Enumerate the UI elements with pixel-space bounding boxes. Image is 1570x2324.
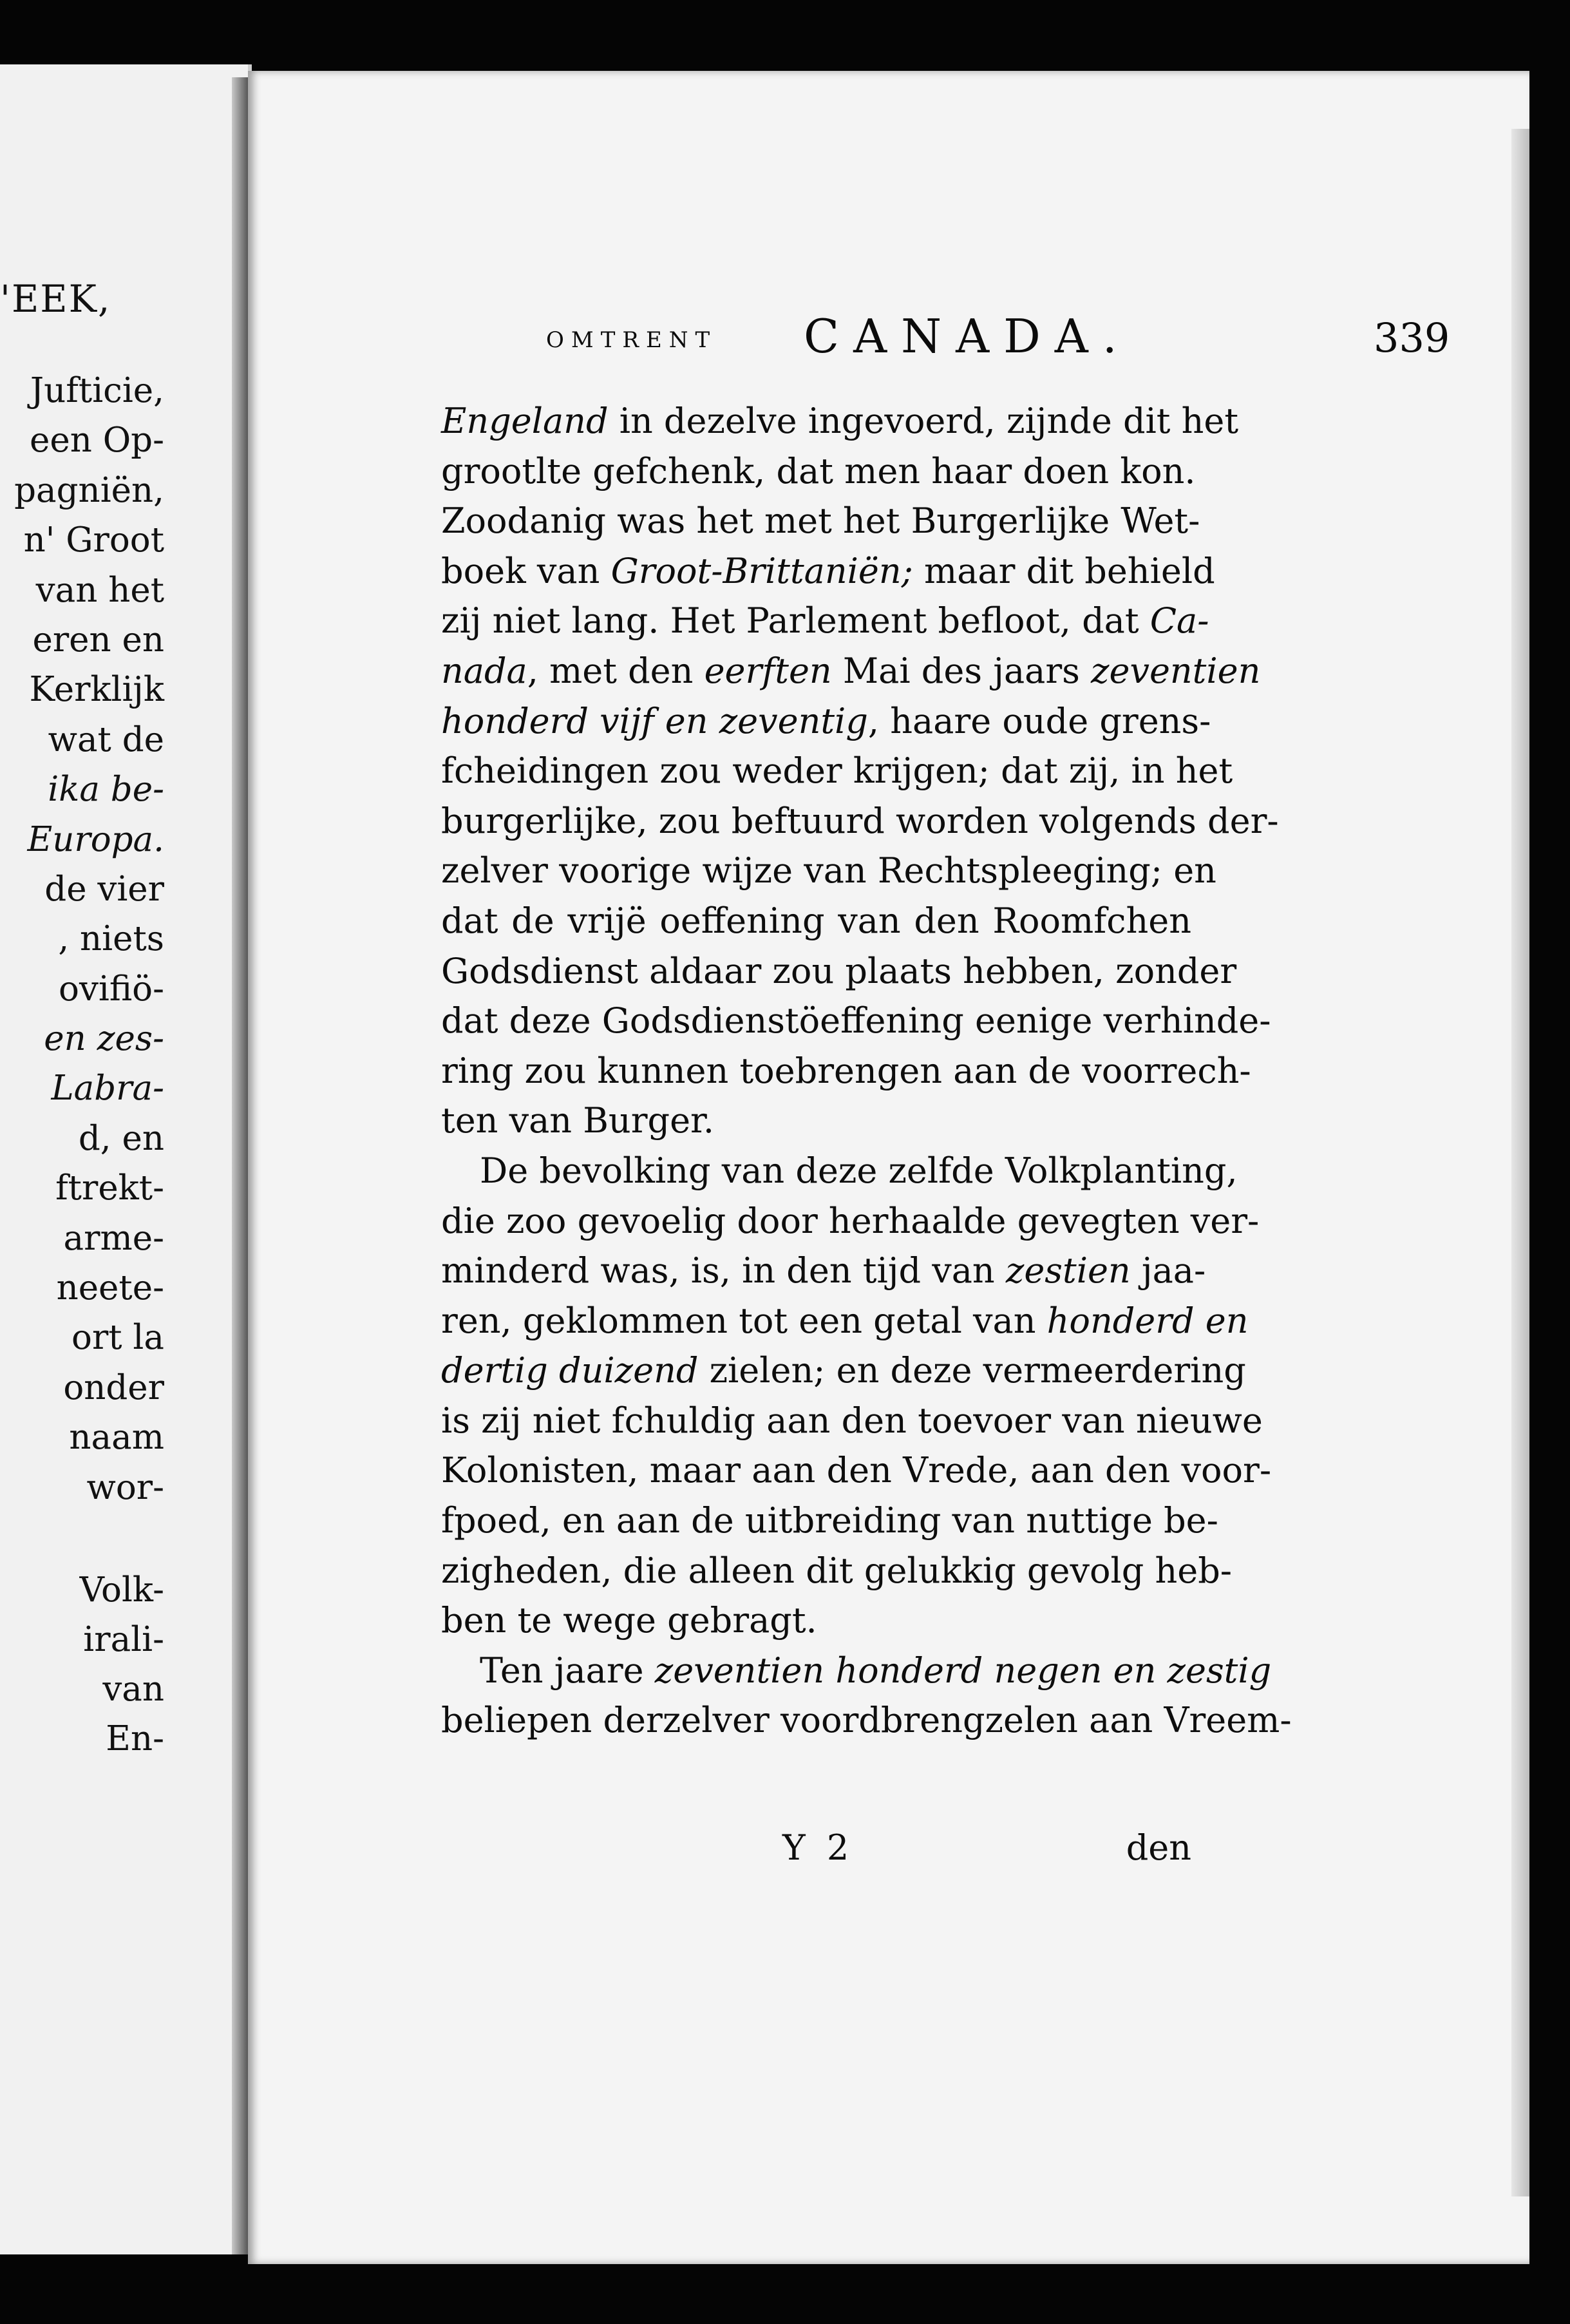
facing-page-lines [14, 366, 164, 1512]
catchword: den [1126, 1827, 1191, 1868]
italic-text: honderd vijf en zeventig [441, 700, 868, 741]
facing-page-line: van [102, 1670, 164, 1709]
facing-page-line: n' Groot [23, 520, 164, 560]
italic-text: zestien [1005, 1250, 1131, 1291]
italic-text: Ca- [1149, 600, 1209, 642]
text-line [441, 946, 1237, 996]
text-segment: zelver voorige wijze van Rechtspleeging; en [441, 850, 1216, 891]
facing-page-running-head: 'EEK, [0, 277, 111, 321]
facing-page-line: irali- [83, 1620, 164, 1659]
facing-page-line: Europa. [27, 819, 164, 859]
text-line [441, 996, 1271, 1046]
text-line [441, 496, 1200, 546]
facing-page-line: Jufticie, [30, 371, 164, 410]
text-segment: De bevolking van deze zelfde Volkplanting, [480, 1150, 1238, 1191]
facing-page-line: de vier [44, 869, 164, 909]
text-segment: Mai des jaars [831, 650, 1092, 691]
body-text [441, 396, 1292, 1746]
text-line [441, 396, 1239, 446]
facing-page-line: neete- [56, 1268, 164, 1308]
text-segment: burgerlijke, zou beftuurd worden volgends der- [441, 800, 1279, 841]
text-segment: ren, geklommen tot een getal van [441, 1300, 1047, 1341]
text-segment: zij niet lang. Het Parlement befloot, dat [441, 600, 1150, 642]
facing-page-line: onder [63, 1367, 164, 1407]
facing-page-line: , niets [58, 919, 164, 959]
text-line [441, 1246, 1206, 1296]
text-line [441, 896, 1191, 946]
text-segment: Zoodanig was het met het Burgerlijke Wet- [441, 500, 1200, 542]
facing-page-line: ftrekt- [55, 1168, 164, 1208]
text-segment: minderd was, is, in den tijd van [441, 1250, 1006, 1291]
facing-page-lines-bottom [80, 1565, 164, 1764]
text-line [441, 1546, 1233, 1596]
running-head [546, 309, 1448, 374]
text-line [441, 1595, 1191, 1646]
text-line [441, 1196, 1260, 1246]
facing-page-line: pagniën, [14, 470, 164, 510]
italic-text: zeventien [1091, 650, 1261, 691]
facing-page-line: arme- [63, 1218, 164, 1258]
text-segment: is zij niet fchuldig aan den toevoer van nieuwe [441, 1400, 1263, 1441]
text-segment: ben te wege gebragt. [441, 1600, 817, 1641]
italic-text: zeventien honderd negen en zestig [654, 1650, 1272, 1691]
text-segment: maar dit behield [913, 550, 1215, 591]
text-line [441, 1296, 1249, 1346]
text-segment: beliepen derzelver voordbrengzelen aan Vreem- [441, 1700, 1292, 1741]
text-segment: fpoed, en aan de uitbreiding van nuttige be- [441, 1500, 1218, 1541]
page-footer [441, 1827, 1191, 1879]
page-number: 339 [1374, 314, 1450, 361]
text-segment: boek van [441, 550, 611, 591]
facing-page-left [0, 64, 252, 2254]
text-line [441, 1146, 1238, 1196]
italic-text: Groot-Brittaniën; [610, 550, 913, 591]
text-segment: jaa- [1130, 1250, 1206, 1291]
facing-page-line: wor- [86, 1467, 164, 1507]
facing-page-line: En- [106, 1719, 164, 1758]
text-segment: zielen; en deze vermeerdering [698, 1350, 1246, 1391]
text-line [441, 1046, 1251, 1096]
italic-text: Engeland [441, 401, 609, 441]
facing-page-line: d, en [78, 1118, 164, 1158]
italic-text: dertig duizend [441, 1350, 699, 1391]
running-head-prefix: OMTRENT [546, 327, 717, 353]
text-line [441, 1346, 1246, 1396]
italic-text: eerften [704, 650, 832, 691]
text-segment: grootlte gefchenk, dat men haar doen kon. [441, 450, 1196, 491]
text-line [441, 1445, 1272, 1496]
italic-text: nada [441, 650, 527, 691]
text-line [441, 1396, 1263, 1446]
text-line [441, 1096, 1191, 1146]
page-339 [248, 71, 1529, 2264]
text-segment: ten van Burger. [441, 1100, 715, 1141]
facing-page-line: en zes- [44, 1019, 164, 1059]
text-line [441, 696, 1211, 747]
text-line [441, 596, 1209, 646]
facing-page-line: ika be- [48, 770, 164, 810]
page-edge [1511, 129, 1529, 2196]
facing-page-line: wat de [48, 719, 164, 759]
text-segment: ring zou kunnen toebrengen aan de voorrech- [441, 1050, 1251, 1091]
facing-page-line: Volk- [79, 1570, 164, 1610]
facing-page-line: Kerklijk [29, 670, 164, 710]
text-segment: Godsdienst aldaar zou plaats hebben, zonder [441, 950, 1237, 991]
text-segment: zigheden, die alleen dit gelukkig gevolg heb- [441, 1550, 1233, 1591]
facing-page-line: ovifiö- [59, 969, 164, 1009]
text-segment: fcheidingen zou weder krijgen; dat zij, in het [441, 750, 1233, 792]
signature-mark: Y 2 [782, 1827, 855, 1868]
facing-page-line: Labra- [51, 1069, 164, 1109]
text-line [441, 1496, 1218, 1546]
facing-page-line: van het [35, 570, 164, 610]
running-head-title: CANADA. [804, 309, 1131, 363]
facing-page-line: ort la [71, 1318, 164, 1358]
text-line [441, 1646, 1272, 1696]
italic-text: honderd en [1046, 1300, 1249, 1341]
facing-page-text [0, 64, 248, 2254]
text-segment: Kolonisten, maar aan den Vrede, aan den voor- [441, 1450, 1272, 1491]
text-segment: dat deze Godsdienstöeffening eenige verhinde- [441, 1000, 1271, 1042]
text-segment: in dezelve ingevoerd, zijnde dit het [608, 401, 1239, 441]
facing-page-line: eren en [32, 620, 164, 660]
text-segment: dat de vrijë oeffening van den Roomfchen [441, 900, 1191, 941]
text-line [441, 846, 1216, 896]
text-segment: die zoo gevoelig door herhaalde gevegten ver- [441, 1200, 1260, 1241]
text-segment: Ten jaare [480, 1650, 655, 1691]
text-line [441, 446, 1196, 497]
facing-page-line: naam [69, 1418, 164, 1458]
text-line [441, 546, 1215, 596]
text-segment: , met den [527, 650, 705, 691]
text-line [441, 796, 1279, 846]
text-line [441, 746, 1233, 796]
text-line [441, 1695, 1292, 1746]
facing-page-line: een Op- [30, 421, 164, 461]
text-line [441, 646, 1261, 696]
text-segment: , haare oude grens- [867, 700, 1211, 741]
